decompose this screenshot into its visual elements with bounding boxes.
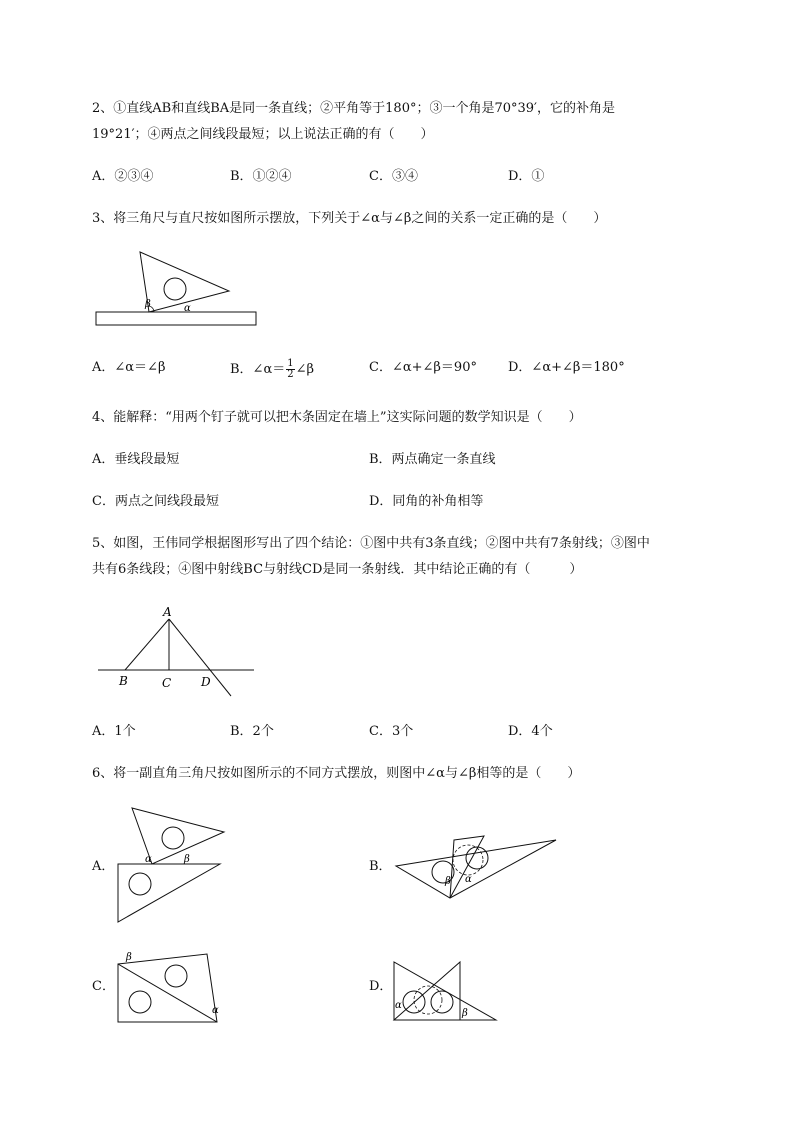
q6d-beta-label: β: [462, 1008, 468, 1019]
q2-option-d: D．①: [508, 169, 545, 184]
line-ad-shape: [169, 619, 231, 696]
q4-stem: 4、能解释：“用两个钉子就可以把木条固定在墙上”这实际问题的数学知识是（ ）: [92, 410, 582, 425]
point-c-label: C: [162, 676, 172, 690]
q5-option-c: C．3个: [369, 724, 414, 739]
q3-stem: 3、将三角尺与直尺按如图所示摆放，下列关于∠α与∠β之间的关系一定正确的是（ ）: [92, 211, 607, 226]
q4-option-d: D．同角的补角相等: [369, 494, 484, 509]
q3-option-d: D．∠α+∠β＝180°: [508, 360, 625, 375]
q3-alpha-label: α: [184, 303, 191, 314]
q6-option-a-label: A．: [92, 859, 115, 874]
triangle-hole-shape: [164, 278, 186, 300]
q6c-alpha-label: α: [212, 1005, 219, 1016]
q3-option-b-fraction: [286, 359, 294, 380]
q2-option-b: B．①②④: [230, 169, 292, 184]
q3-option-b-prefix: B．∠α＝: [230, 362, 286, 377]
point-d-label: D: [201, 675, 211, 689]
q6d-alpha-label: α: [395, 1000, 402, 1011]
q6a-beta-label: β: [184, 854, 190, 865]
q6-option-b-label: B．: [369, 859, 392, 874]
q3-option-b: [230, 359, 314, 380]
q6-figure-c: [112, 944, 227, 1024]
q5-option-b: B．2个: [230, 724, 274, 739]
line-ab-shape: [125, 619, 169, 670]
q6b-beta-label: β: [445, 876, 451, 887]
q3-beta-label: β: [145, 299, 151, 310]
q5-option-d: D．4个: [508, 724, 553, 739]
q5-stem-line1: 5、如图，王伟同学根据图形写出了四个结论：①图中共有3条直线；②图中共有7条射线；③图中: [92, 536, 650, 551]
q2-stem-line2: 19°21′；④两点之间线段最短；以上说法正确的有（ ）: [92, 127, 434, 142]
q6-figure-b: [392, 832, 562, 902]
q6a-alpha-label: α: [145, 854, 152, 865]
fraction-numerator: 1: [287, 358, 294, 369]
q6c-beta-label: β: [126, 952, 132, 963]
q6-option-d-label: D．: [369, 979, 393, 994]
q5-option-a: A．1个: [92, 724, 136, 739]
q4-option-c: C．两点之间线段最短: [92, 494, 219, 509]
q5-figure: [92, 603, 262, 699]
q3-option-c: C．∠α+∠β＝90°: [369, 360, 477, 375]
ruler-shape: [96, 312, 256, 325]
q3-option-b-suffix: ∠β: [295, 362, 315, 377]
q4-option-a: A．垂线段最短: [92, 452, 180, 467]
q6-figure-a: [112, 802, 227, 926]
point-a-label: A: [163, 605, 172, 619]
q3-option-a: A．∠α＝∠β: [92, 360, 166, 375]
q2-option-c: C．③④: [369, 169, 418, 184]
point-b-label: B: [119, 674, 128, 688]
q3-figure: [92, 246, 262, 332]
q4-option-b: B．两点确定一条直线: [369, 452, 496, 467]
q6-figure-d: [390, 956, 502, 1024]
q2-option-a: A．②③④: [92, 169, 154, 184]
q5-stem-line2: 共有6条线段；④图中射线BC与射线CD是同一条射线．其中结论正确的有（ ）: [92, 562, 583, 577]
q6-stem: 6、将一副直角三角尺按如图所示的不同方式摆放，则图中∠α与∠β相等的是（ ）: [92, 766, 581, 781]
fraction-denominator: 2: [287, 369, 294, 380]
q6b-alpha-label: α: [465, 874, 472, 885]
q6-option-c-label: C．: [92, 979, 115, 994]
q2-stem-line1: 2、①直线AB和直线BA是同一条直线；②平角等于180°；③一个角是70°39′，它的补角是: [92, 101, 616, 116]
